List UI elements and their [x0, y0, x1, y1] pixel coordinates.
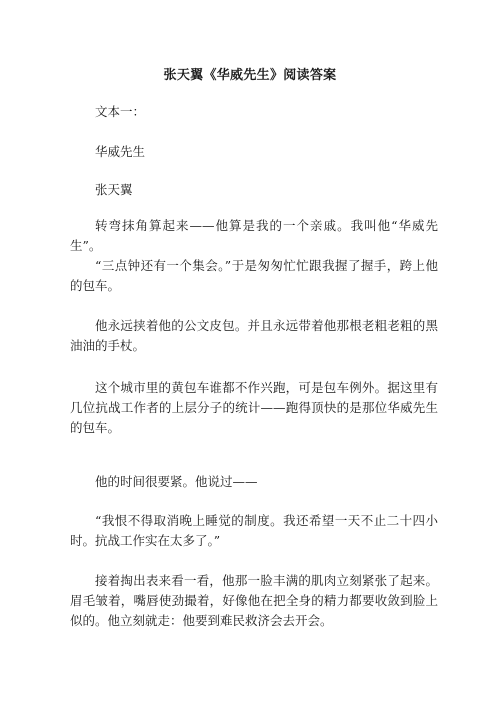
paragraph-author: 张天翼: [95, 182, 133, 197]
paragraph-body-3: 他永远挟着他的公文皮包。并且永远带着他那根老粗老粗的黑油油的手杖。: [70, 318, 438, 353]
paragraph-story-title: 华威先生: [95, 144, 146, 159]
paragraph-body-1: 转弯抹角算起来——他算是我的一个亲戚。我叫他“华威先生”。: [70, 218, 438, 253]
paragraph-body-6: “我恨不得取消晚上睡觉的制度。我还希望一天不止二十四小时。抗战工作实在太多了。”: [70, 513, 438, 548]
paragraph-body-5: 他的时间很要紧。他说过——: [95, 474, 258, 489]
paragraph-text-one-label: 文本一：: [95, 104, 146, 119]
paragraph-body-2: “三点钟还有一个集会。”于是匆匆忙忙跟我握了握手，跨上他的包车。: [70, 258, 438, 293]
document-title: 张天翼《华威先生》阅读答案: [163, 68, 337, 83]
paragraph-body-4: 这个城市里的黄包车谁都不作兴跑，可是包车例外。据这里有几位抗战工作者的上层分子的统计——跑得顶快的是那位华威先生的包车。: [70, 380, 438, 435]
paragraph-body-7: 接着掏出表来看一看，他那一脸丰满的肌肉立刻紧张了起来。眉毛皱着，嘴唇使劲撮着，好像他在把全身的精力都要收敛到脸上似的。他立刻就走：他要到难民救济会去开会。: [70, 573, 438, 628]
